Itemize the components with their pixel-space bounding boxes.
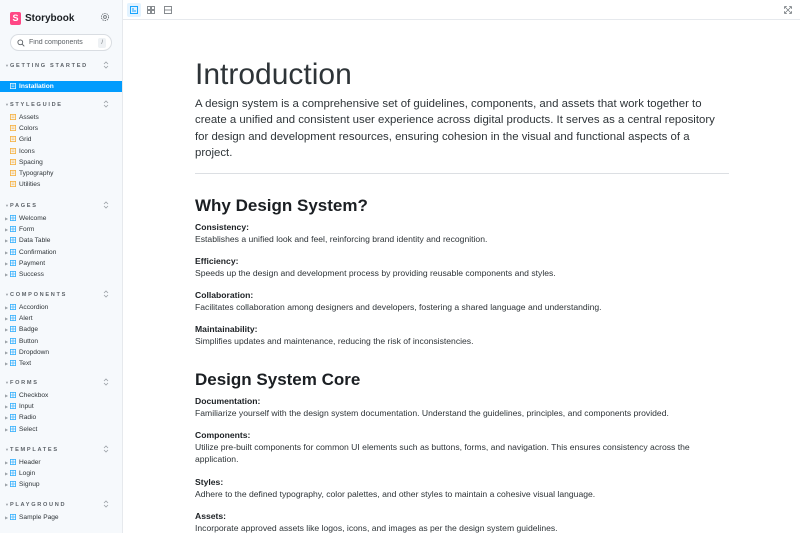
sidebar-item-label: Confirmation xyxy=(19,248,57,256)
caret-right-icon: ▶ xyxy=(5,227,9,233)
caret-down-icon: ▼ xyxy=(5,102,9,107)
component-icon xyxy=(10,414,16,420)
document-icon xyxy=(10,83,16,89)
document-icon xyxy=(10,125,16,131)
nav-group-header[interactable] xyxy=(0,100,123,110)
expand-icon xyxy=(784,6,792,14)
caret-right-icon: ▶ xyxy=(5,327,9,333)
component-icon xyxy=(10,271,16,277)
component-icon xyxy=(10,237,16,243)
app-name: Storybook xyxy=(25,12,75,24)
term-components: Components: xyxy=(195,430,251,440)
caret-right-icon: ▶ xyxy=(5,316,9,322)
sidebar-item-label: Payment xyxy=(19,259,46,267)
nav-group-header[interactable] xyxy=(0,378,123,388)
caret-down-icon: ▼ xyxy=(5,63,9,68)
expand-collapse-icon[interactable] xyxy=(103,445,109,453)
sidebar-item-badge[interactable] xyxy=(0,324,123,335)
sidebar-item-label: Signup xyxy=(19,481,40,489)
outline-tool-button[interactable] xyxy=(161,3,175,17)
sidebar-item-label: Icons xyxy=(19,147,35,155)
sidebar-item-text[interactable] xyxy=(0,358,123,369)
component-icon xyxy=(10,315,16,321)
expand-collapse-icon[interactable] xyxy=(103,61,109,69)
term-documentation: Documentation: xyxy=(195,396,261,406)
component-icon xyxy=(10,249,16,255)
section-heading-core: Design System Core xyxy=(195,370,361,389)
sidebar xyxy=(0,0,123,533)
sidebar-item-label: Badge xyxy=(19,326,39,334)
sidebar-item-spacing[interactable] xyxy=(0,157,123,168)
component-icon xyxy=(10,459,16,465)
definition-maintainability: Simplifies updates and maintenance, reducing the risk of inconsistencies. xyxy=(195,336,474,346)
component-icon xyxy=(10,426,16,432)
sidebar-item-accordion[interactable] xyxy=(0,302,123,313)
sidebar-item-label: Text xyxy=(19,359,32,367)
nav-group-title: TEMPLATES xyxy=(10,447,59,453)
nav-group-styleguide xyxy=(0,100,123,190)
nav-group-title: STYLEGUIDE xyxy=(10,102,63,108)
nav-group-header[interactable] xyxy=(0,201,123,211)
caret-right-icon: ▶ xyxy=(5,471,9,477)
component-icon xyxy=(10,304,16,310)
term-assets: Assets: xyxy=(195,511,227,521)
sidebar-item-button[interactable] xyxy=(0,336,123,347)
nav-group-header[interactable] xyxy=(0,445,123,455)
sidebar-item-label: Input xyxy=(19,403,34,411)
caret-down-icon: ▼ xyxy=(5,502,9,507)
caret-right-icon: ▶ xyxy=(5,515,9,520)
sidebar-item-label: Grid xyxy=(19,136,32,144)
sidebar-item-icons[interactable] xyxy=(0,146,123,157)
fullscreen-button[interactable] xyxy=(781,3,795,17)
sidebar-item-confirmation[interactable] xyxy=(0,247,123,258)
sidebar-item-label: Utilities xyxy=(19,181,41,189)
definition-components: Utilize pre-built components for common UI elements such as buttons, forms, and navigation. This ensures consistency across the application. xyxy=(195,442,690,464)
caret-right-icon: ▶ xyxy=(5,338,9,344)
preview-toolbar xyxy=(123,0,800,20)
term-consistency: Consistency: xyxy=(195,222,249,232)
nav-group-header[interactable] xyxy=(0,500,123,510)
sidebar-item-installation[interactable] xyxy=(0,81,123,92)
sidebar-item-utilities[interactable] xyxy=(0,179,123,190)
definition-styles: Adhere to the defined typography, color palettes, and other styles to maintain a cohesive visual language. xyxy=(195,489,596,499)
sidebar-item-label: Select xyxy=(19,425,38,433)
nav-group-title: FORMS xyxy=(10,380,39,386)
sidebar-item-label: Assets xyxy=(19,114,39,121)
caret-right-icon: ▶ xyxy=(5,415,9,421)
caret-right-icon: ▶ xyxy=(5,360,9,366)
settings-gear-icon[interactable] xyxy=(100,12,110,22)
component-icon xyxy=(10,514,16,520)
caret-right-icon: ▶ xyxy=(5,216,9,221)
caret-right-icon: ▶ xyxy=(5,460,9,465)
term-maintainability: Maintainability: xyxy=(195,324,258,334)
term-collaboration: Collaboration: xyxy=(195,290,254,300)
document-icon xyxy=(10,148,16,154)
nav-group-getting-started xyxy=(0,61,123,92)
caret-right-icon: ▶ xyxy=(5,349,9,355)
nav-group-pages xyxy=(0,201,123,280)
search-icon xyxy=(17,39,25,47)
sidebar-item-typography[interactable] xyxy=(0,168,123,179)
search-shortcut-key: / xyxy=(98,38,106,48)
divider xyxy=(195,173,729,174)
component-icon xyxy=(10,481,16,487)
sidebar-item-label: Data Table xyxy=(19,237,51,245)
sidebar-item-form[interactable] xyxy=(0,224,123,235)
caret-right-icon: ▶ xyxy=(5,260,9,266)
nav-group-templates xyxy=(0,445,123,491)
nav-group-title: PLAYGROUND xyxy=(10,502,67,508)
caret-right-icon: ▶ xyxy=(5,238,9,244)
storybook-logo-icon: S xyxy=(10,12,21,25)
grid-tool-button[interactable] xyxy=(144,3,158,17)
sidebar-item-label: Radio xyxy=(19,414,37,422)
expand-collapse-icon[interactable] xyxy=(103,500,109,508)
component-icon xyxy=(10,403,16,409)
component-icon xyxy=(10,470,16,476)
sidebar-item-select[interactable] xyxy=(0,424,123,435)
sidebar-item-dropdown[interactable] xyxy=(0,347,123,358)
sidebar-item-login[interactable] xyxy=(0,468,123,479)
sidebar-item-label: Form xyxy=(19,226,35,234)
term-styles: Styles: xyxy=(195,477,224,487)
expand-collapse-icon[interactable] xyxy=(103,100,109,108)
sidebar-item-assets[interactable] xyxy=(0,112,123,123)
sidebar-item-success[interactable] xyxy=(0,269,123,280)
sidebar-item-label: Dropdown xyxy=(19,348,50,356)
sidebar-item-alert[interactable] xyxy=(0,313,123,324)
sidebar-item-input[interactable] xyxy=(0,401,123,412)
component-icon xyxy=(10,360,16,366)
sidebar-item-data-table[interactable] xyxy=(0,235,123,246)
nav-group-title: GETTING STARTED xyxy=(10,63,88,69)
sidebar-item-signup[interactable] xyxy=(0,479,123,490)
docs-content xyxy=(123,21,800,533)
caret-right-icon: ▶ xyxy=(5,426,9,432)
component-icon xyxy=(10,338,16,344)
sidebar-item-label: Success xyxy=(19,270,44,278)
nav-group-forms xyxy=(0,378,123,435)
document-icon xyxy=(10,136,16,142)
caret-down-icon: ▼ xyxy=(5,380,9,385)
nav-group-header[interactable] xyxy=(0,61,123,81)
caret-down-icon: ▼ xyxy=(5,292,9,297)
zoom-tool-button[interactable] xyxy=(127,3,141,17)
definition-collaboration: Facilitates collaboration among designers and developers, fostering a shared language and understanding. xyxy=(195,302,602,312)
grid-icon xyxy=(147,6,155,14)
sidebar-item-grid[interactable] xyxy=(0,134,123,145)
nav-group-title: COMPONENTS xyxy=(10,292,68,298)
sidebar-item-header[interactable] xyxy=(0,457,123,468)
sidebar-item-label: Welcome xyxy=(19,215,47,222)
component-icon xyxy=(10,215,16,221)
component-icon xyxy=(10,392,16,398)
document-icon xyxy=(10,170,16,176)
caret-right-icon: ▶ xyxy=(5,249,9,255)
sidebar-item-label: Login xyxy=(19,470,36,478)
expand-collapse-icon[interactable] xyxy=(103,378,109,386)
nav-group-components xyxy=(0,290,123,369)
sidebar-item-label: Sample Page xyxy=(19,514,59,521)
expand-collapse-icon[interactable] xyxy=(103,201,109,209)
sidebar-item-label: Button xyxy=(19,337,39,345)
sidebar-item-label: Installation xyxy=(19,83,54,90)
document-icon xyxy=(10,159,16,165)
intro-paragraph: A design system is a comprehensive set of guidelines, components, and assets that work together to create a unified and consistent user experience across digital products. It serves as a central repository for design and development resources, ensuring cohesion in the visual and functional aspects of a project. xyxy=(195,98,715,160)
sidebar-item-label: Typography xyxy=(19,169,54,177)
caret-right-icon: ▶ xyxy=(5,393,9,398)
term-efficiency: Efficiency: xyxy=(195,256,239,266)
sidebar-item-checkbox[interactable] xyxy=(0,390,123,401)
zoom-icon xyxy=(130,6,138,14)
sidebar-item-radio[interactable] xyxy=(0,412,123,423)
sidebar-item-colors[interactable] xyxy=(0,123,123,134)
brand[interactable] xyxy=(10,11,74,25)
nav-group-playground xyxy=(0,500,123,523)
outline-icon xyxy=(164,6,172,14)
caret-right-icon: ▶ xyxy=(5,271,9,277)
definition-assets: Incorporate approved assets like logos, icons, and images as per the design system guidelines. xyxy=(195,523,558,533)
nav-group-header[interactable] xyxy=(0,290,123,300)
caret-right-icon: ▶ xyxy=(5,305,9,310)
document-icon xyxy=(10,114,16,120)
nav-group-title: PAGES xyxy=(10,203,38,209)
sidebar-item-label: Colors xyxy=(19,125,39,133)
sidebar-item-welcome[interactable] xyxy=(0,213,123,224)
expand-collapse-icon[interactable] xyxy=(103,290,109,298)
component-icon xyxy=(10,226,16,232)
search-box[interactable] xyxy=(10,34,112,51)
sidebar-item-label: Checkbox xyxy=(19,392,49,399)
definition-documentation: Familiarize yourself with the design system documentation. Understand the guidelines, principles, and components provided. xyxy=(195,408,669,418)
sidebar-item-label: Header xyxy=(19,459,41,466)
search-input[interactable] xyxy=(29,39,95,46)
caret-right-icon: ▶ xyxy=(5,404,9,410)
component-icon xyxy=(10,326,16,332)
caret-right-icon: ▶ xyxy=(5,482,9,488)
sidebar-item-payment[interactable] xyxy=(0,258,123,269)
document-icon xyxy=(10,181,16,187)
sidebar-item-label: Spacing xyxy=(19,158,43,166)
sidebar-item-sample-page[interactable] xyxy=(0,512,123,523)
page-title: Introduction xyxy=(195,58,352,91)
definition-efficiency: Speeds up the design and development process by providing reusable components and styles. xyxy=(195,268,556,278)
section-heading-why: Why Design System? xyxy=(195,196,368,215)
caret-down-icon: ▼ xyxy=(5,203,9,208)
sidebar-item-label: Accordion xyxy=(19,304,49,311)
definition-consistency: Establishes a unified look and feel, reinforcing brand identity and recognition. xyxy=(195,234,488,244)
sidebar-item-label: Alert xyxy=(19,315,33,323)
component-icon xyxy=(10,349,16,355)
component-icon xyxy=(10,260,16,266)
caret-down-icon: ▼ xyxy=(5,447,9,452)
